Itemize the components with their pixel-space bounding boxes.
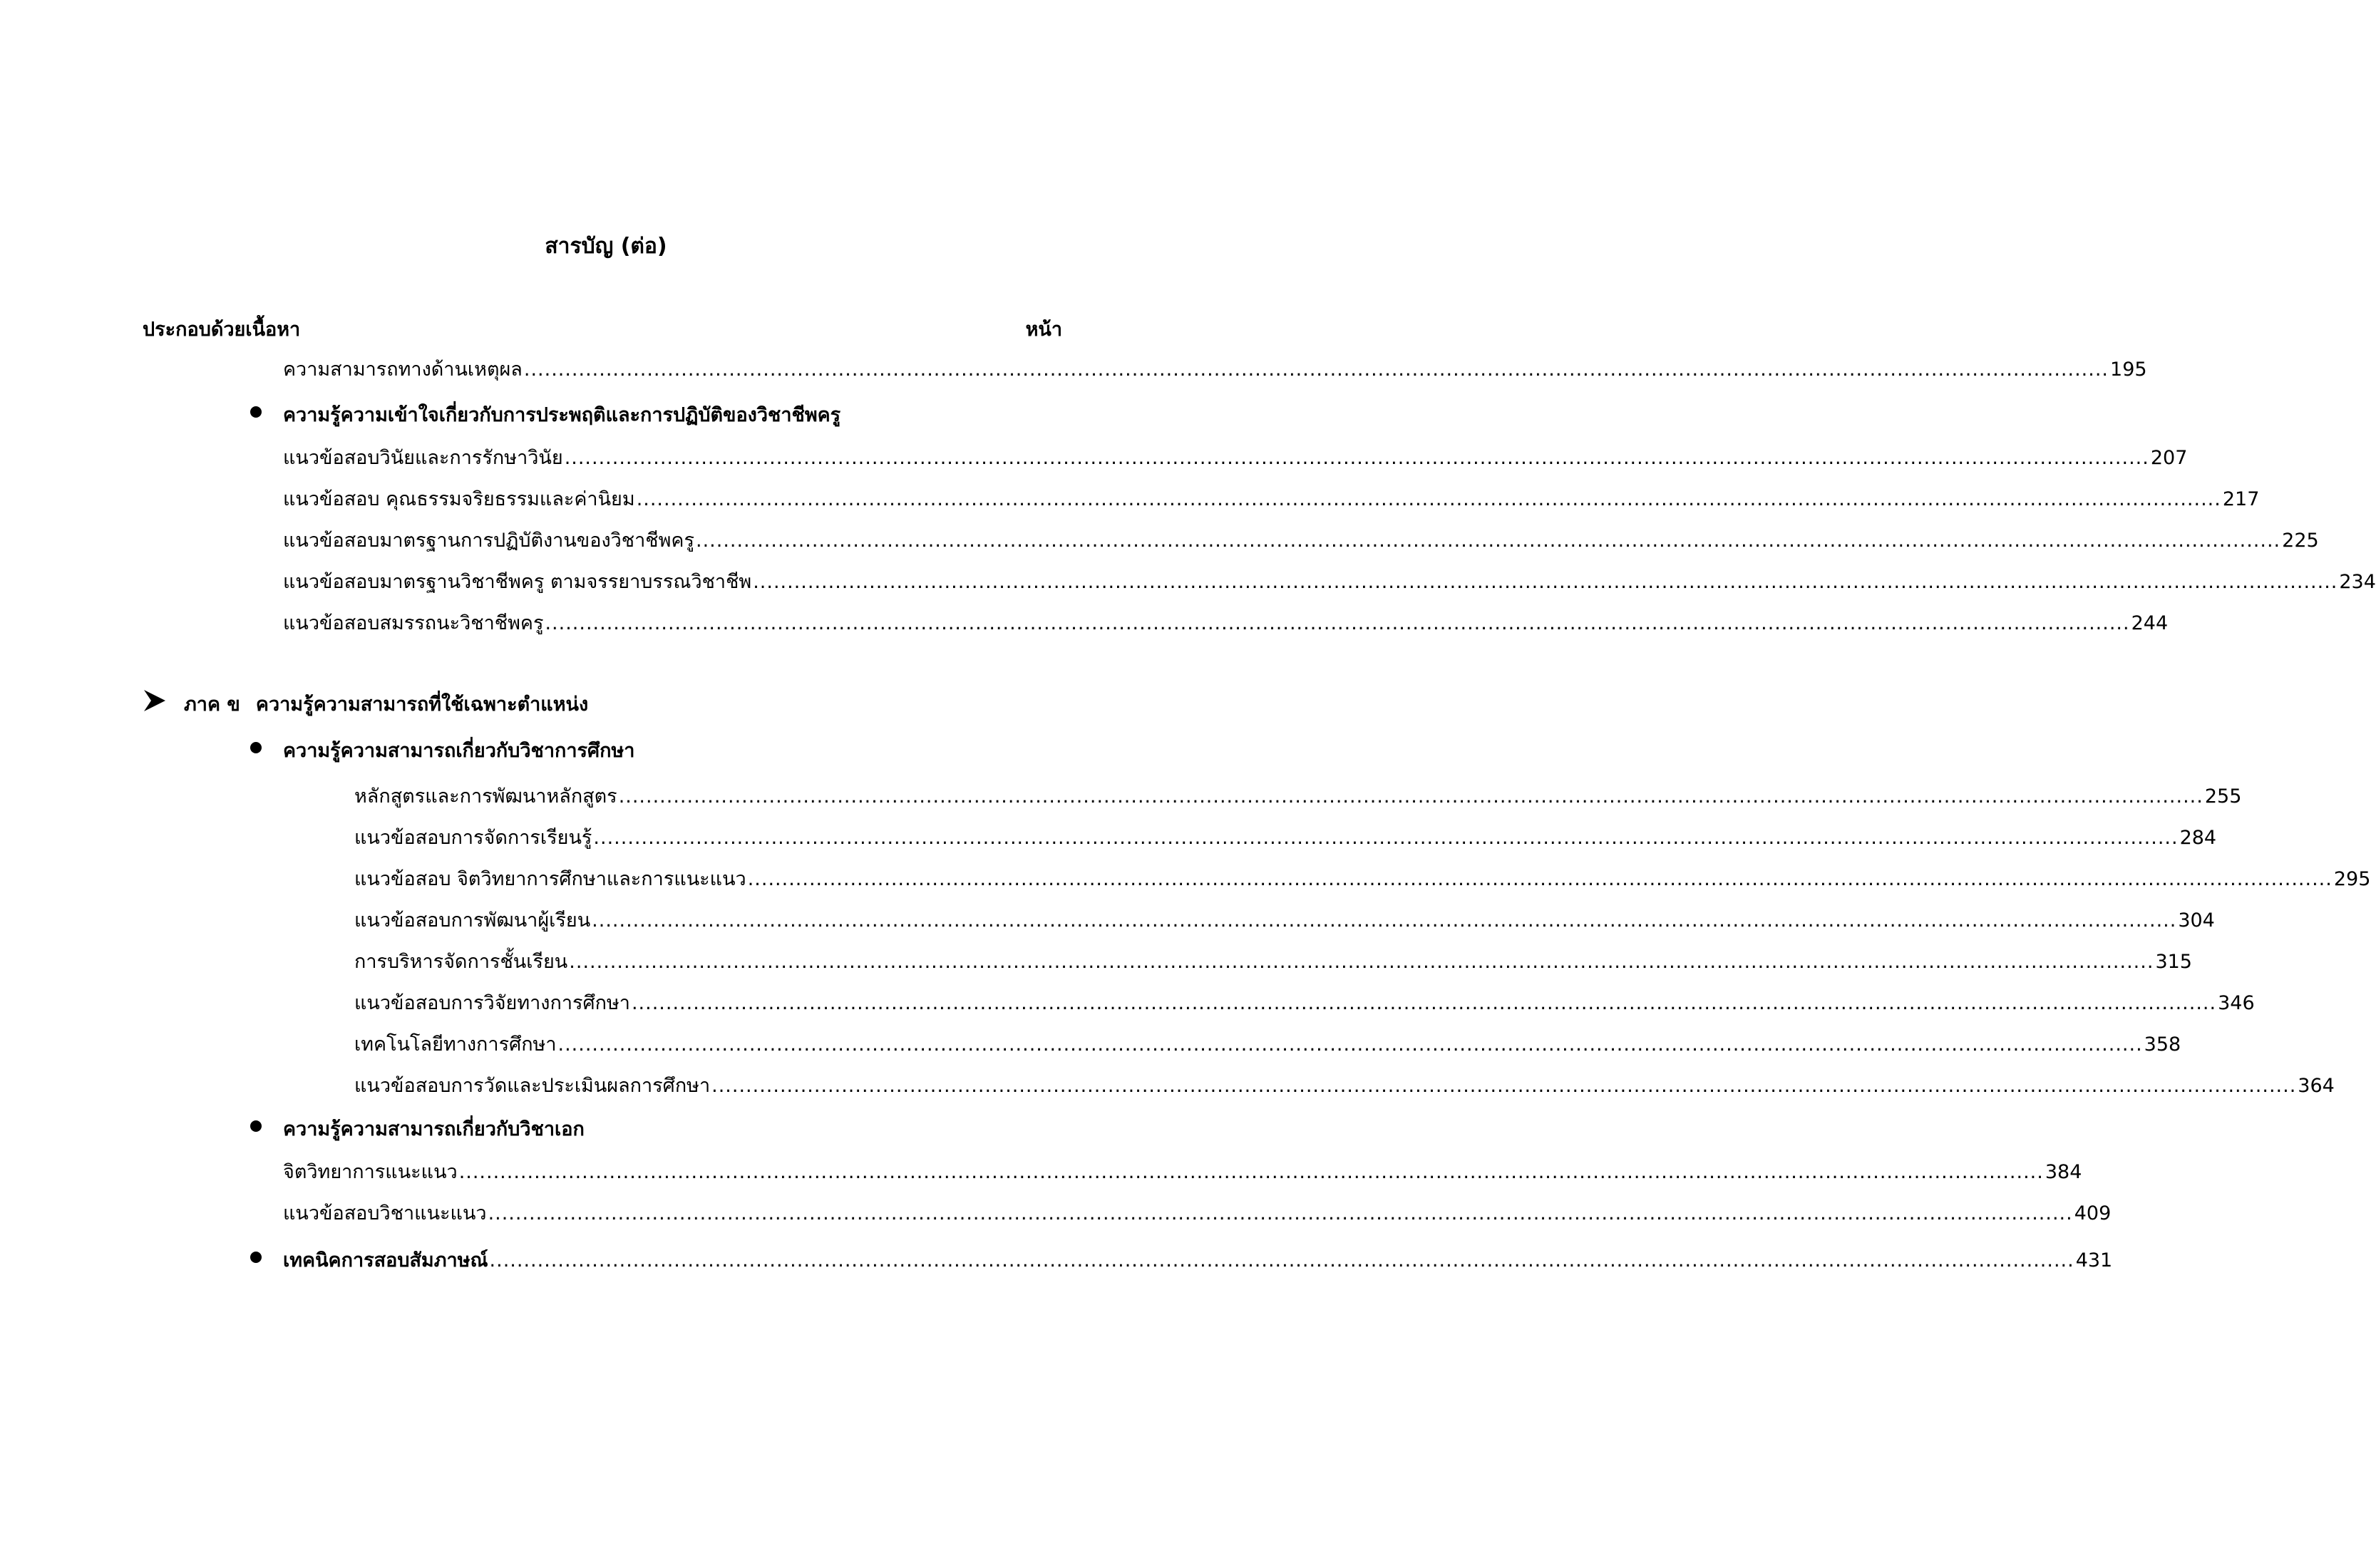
toc-entry-title: แนวข้อสอบมาตรฐานการปฏิบัติงานของวิชาชีพครู — [283, 530, 694, 552]
dot-leader: ........................................................................................................................................................................................................................................ — [631, 992, 2217, 1014]
toc-entry[interactable] — [354, 822, 2217, 852]
toc-entry-page: 364 — [2298, 1075, 2335, 1097]
bullet-icon — [250, 1252, 262, 1263]
dot-leader: ........................................................................................................................................................................................................................................ — [711, 1075, 2297, 1097]
dot-leader: ........................................................................................................................................................................................................................................ — [592, 909, 2177, 932]
toc-entry-page: 195 — [2110, 359, 2147, 381]
dot-leader: ........................................................................................................................................................................................................................................ — [753, 571, 2338, 593]
arrowhead-bullet-icon — [143, 688, 167, 713]
dot-leader: ........................................................................................................................................................................................................................................ — [747, 868, 2333, 890]
toc-entry[interactable] — [354, 987, 2255, 1018]
toc-entry[interactable] — [283, 607, 2169, 638]
dot-leader: ........................................................................................................................................................................................................................................ — [618, 785, 2203, 808]
dot-leader: ........................................................................................................................................................................................................................................ — [458, 1161, 2044, 1183]
toc-entry-title: แนวข้อสอบสมรรถนะวิชาชีพครู — [283, 612, 544, 634]
toc-entry[interactable] — [283, 1156, 2082, 1187]
toc-entry-page: 315 — [2155, 951, 2192, 973]
bullet-icon — [250, 742, 262, 753]
toc-entry-page: 217 — [2222, 488, 2260, 510]
section-title: ความรู้ความสามารถที่ใช้เฉพาะตำแหน่ง — [255, 693, 589, 716]
dot-leader: ........................................................................................................................................................................................................................................ — [488, 1202, 2073, 1224]
toc-entry[interactable] — [354, 946, 2192, 976]
dot-leader: ........................................................................................................................................................................................................................................ — [489, 1249, 2074, 1272]
toc-header-contents: ประกอบด้วยเนื้อหา — [143, 319, 301, 341]
toc-entry-title: แนวข้อสอบมาตรฐานวิชาชีพครู ตามจรรยาบรรณวิชาชีพ — [283, 571, 752, 593]
group-heading-education: ความรู้ความสามารถเกี่ยวกับวิชาการศึกษา — [283, 740, 635, 762]
toc-header-page: หน้า — [1025, 319, 1062, 341]
toc-entry-title: แนวข้อสอบการจัดการเรียนรู้ — [354, 827, 592, 849]
toc-entry-title: แนวข้อสอบวินัยและการรักษาวินัย — [283, 447, 563, 469]
toc-entry-title: ความสามารถทางด้านเหตุผล — [283, 359, 523, 381]
toc-entry-title: แนวข้อสอบ จิตวิทยาการศึกษาและการแนะแนว — [354, 868, 746, 890]
toc-entry-page: 225 — [2282, 530, 2319, 552]
toc-entry-title: เทคโนโลยีทางการศึกษา — [354, 1033, 557, 1056]
toc-entry-title: จิตวิทยาการแนะแนว — [283, 1161, 458, 1183]
dot-leader: ........................................................................................................................................................................................................................................ — [636, 488, 2221, 510]
toc-entry-title: แนวข้อสอบการพัฒนาผู้เรียน — [354, 909, 591, 932]
toc-entry-title: เทคนิคการสอบสัมภาษณ์ — [283, 1249, 488, 1272]
toc-entry-page: 358 — [2144, 1033, 2181, 1056]
toc-entry[interactable] — [283, 442, 2188, 473]
toc-entry-page: 304 — [2178, 909, 2215, 932]
group-heading-professional-conduct: ความรู้ความเข้าใจเกี่ยวกับการประพฤติและการปฏิบัติของวิชาชีพครู — [283, 404, 841, 426]
dot-leader: ........................................................................................................................................................................................................................................ — [545, 612, 2130, 634]
toc-entry[interactable] — [354, 780, 2242, 811]
toc-entry[interactable] — [283, 1197, 2112, 1228]
bullet-icon — [250, 1120, 262, 1132]
toc-entry[interactable] — [283, 525, 2319, 555]
toc-entry-title: แนวข้อสอบ คุณธรรมจริยธรรมและค่านิยม — [283, 488, 635, 510]
dot-leader: ........................................................................................................................................................................................................................................ — [593, 827, 2179, 849]
toc-entry-page: 255 — [2204, 785, 2242, 808]
toc-entry-page: 244 — [2131, 612, 2169, 634]
toc-entry-title: แนวข้อสอบวิชาแนะแนว — [283, 1202, 487, 1224]
dot-leader: ........................................................................................................................................................................................................................................ — [523, 359, 2109, 381]
group-heading-major: ความรู้ความสามารถเกี่ยวกับวิชาเอก — [283, 1118, 585, 1140]
toc-entry[interactable] — [354, 1070, 2335, 1100]
toc-entry[interactable] — [354, 863, 2371, 894]
toc-entry[interactable] — [354, 1028, 2181, 1059]
toc-entry-interview[interactable] — [283, 1244, 2113, 1275]
toc-entry[interactable] — [283, 354, 2147, 384]
toc-entry-title: การบริหารจัดการชั้นเรียน — [354, 951, 568, 973]
toc-entry[interactable] — [283, 566, 2376, 597]
section-label: ภาค ข — [184, 693, 240, 716]
toc-entry-page: 409 — [2074, 1202, 2112, 1224]
toc-entry-page: 234 — [2339, 571, 2376, 593]
toc-entry-page: 384 — [2045, 1161, 2082, 1183]
toc-entry-page: 284 — [2179, 827, 2217, 849]
toc-entry-page: 207 — [2150, 447, 2188, 469]
toc-entry-title: แนวข้อสอบการวัดและประเมินผลการศึกษา — [354, 1075, 711, 1097]
toc-entry-title: แนวข้อสอบการวิจัยทางการศึกษา — [354, 992, 630, 1014]
page-title: สารบัญ (ต่อ) — [545, 234, 667, 259]
toc-entry-page: 346 — [2218, 992, 2255, 1014]
toc-entry-title: หลักสูตรและการพัฒนาหลักสูตร — [354, 785, 617, 808]
toc-entry-page: 295 — [2333, 868, 2371, 890]
dot-leader: ........................................................................................................................................................................................................................................ — [557, 1033, 2143, 1056]
bullet-icon — [250, 406, 262, 418]
toc-entry[interactable] — [283, 483, 2260, 514]
toc-entry[interactable] — [354, 904, 2215, 935]
toc-entry-page: 431 — [2075, 1249, 2113, 1272]
dot-leader: ........................................................................................................................................................................................................................................ — [569, 951, 2154, 973]
dot-leader: ........................................................................................................................................................................................................................................ — [695, 530, 2281, 552]
dot-leader: ........................................................................................................................................................................................................................................ — [564, 447, 2149, 469]
section-heading-part-b — [184, 688, 588, 719]
